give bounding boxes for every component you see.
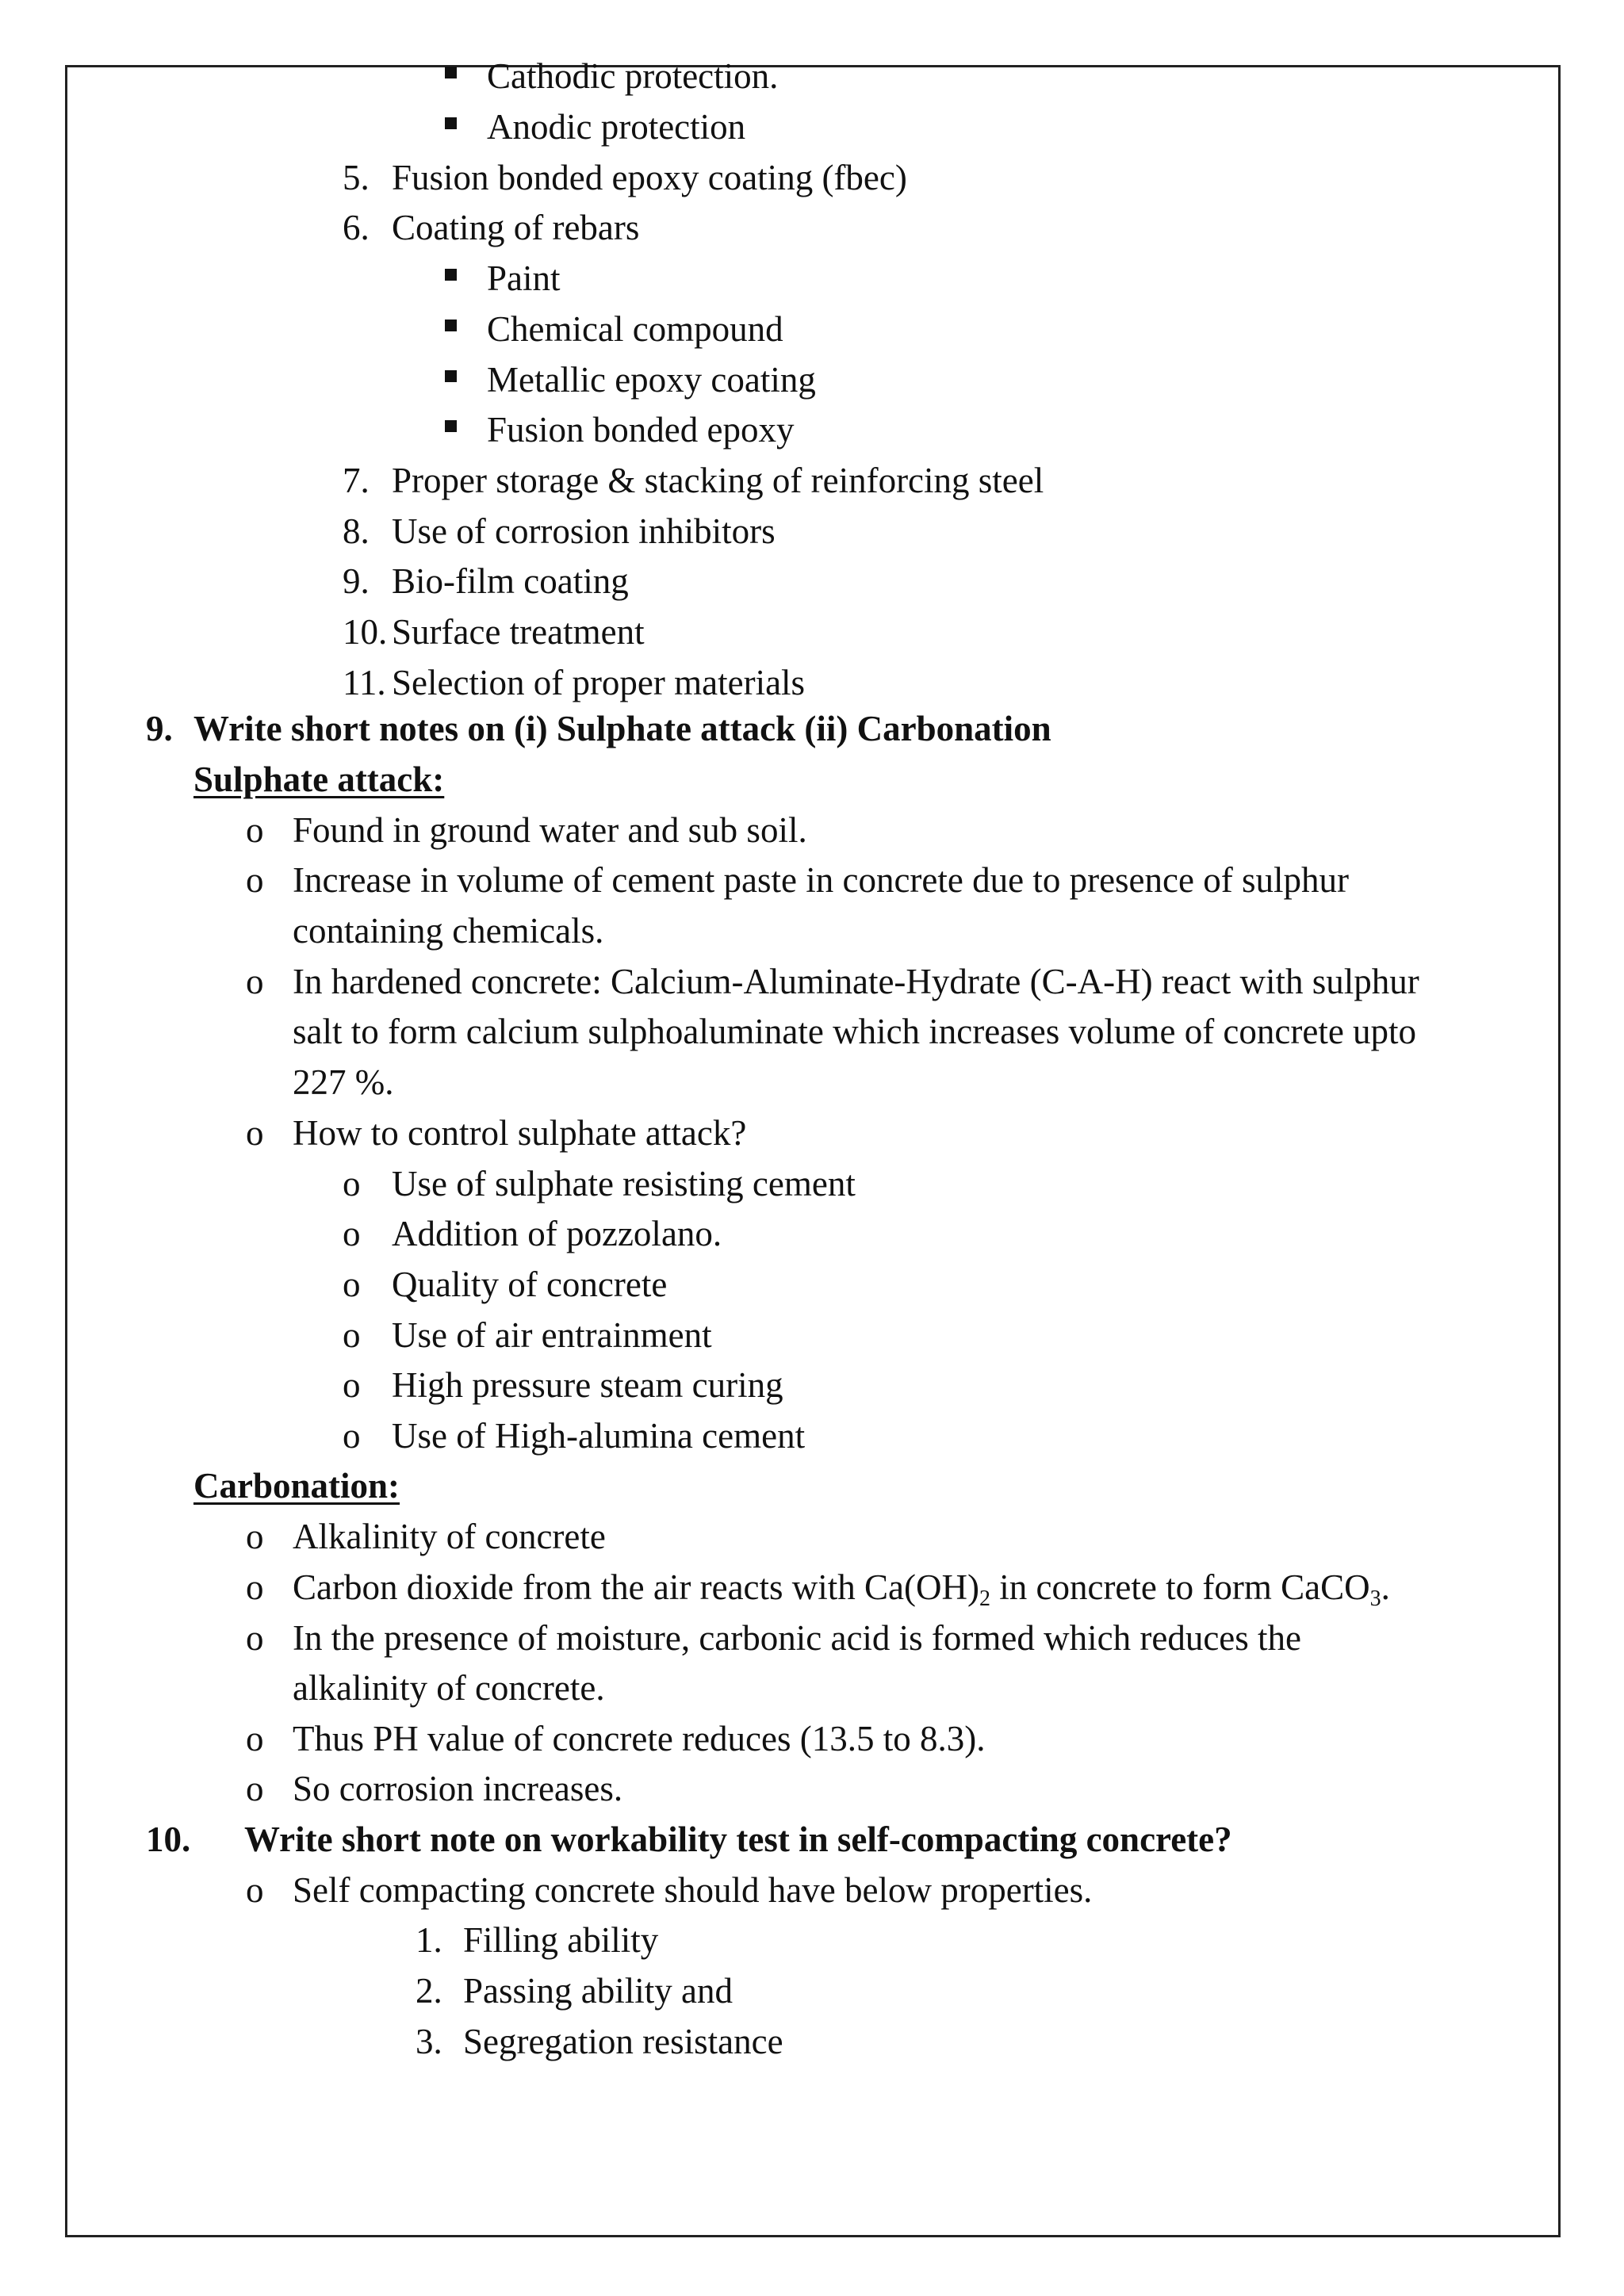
bullet-text: Alkalinity of concrete [293, 1517, 606, 1556]
bullet-o-icon: o [246, 860, 264, 900]
list-item: Cathodic protection. [487, 56, 779, 96]
sub-bullet-text: Use of sulphate resisting cement [392, 1164, 856, 1203]
list-number: 8. [343, 511, 370, 551]
bullet-text: Found in ground water and sub soil. [293, 810, 807, 850]
bullet-o-icon: o [246, 962, 264, 1001]
bullet-text: In hardened concrete: Calcium-Aluminate-Hydrate (C-A-H) react with sulphur [293, 962, 1419, 1001]
list-item: Selection of proper materials [392, 663, 806, 702]
list-item: Coating of rebars [392, 208, 640, 247]
question-number: 10. [146, 1820, 191, 1859]
list-item: Proper storage & stacking of reinforcing steel [392, 461, 1044, 500]
list-number: 5. [343, 158, 370, 197]
list-item: Chemical compound [487, 309, 783, 349]
square-bullet-icon [445, 117, 457, 129]
bullet-text: In the presence of moisture, carbonic acid is formed which reduces the [293, 1618, 1301, 1658]
list-number: 11. [343, 663, 386, 702]
section-heading: Sulphate attack: [193, 760, 445, 799]
list-item: Anodic protection [487, 107, 746, 147]
question-title: Write short notes on (i) Sulphate attack (ii) Carbonation [193, 709, 1051, 748]
bullet-text: So corrosion increases. [293, 1769, 623, 1808]
sub-bullet-text: Use of air entrainment [392, 1315, 712, 1355]
bullet-o-icon: o [343, 1365, 361, 1405]
list-item: Use of corrosion inhibitors [392, 511, 776, 551]
question-title: Write short note on workability test in self-compacting concrete? [244, 1820, 1232, 1859]
list-item: Passing ability and [463, 1971, 733, 2011]
bullet-text: How to control sulphate attack? [293, 1113, 747, 1153]
bullet-text: Thus PH value of concrete reduces (13.5 to 8.3). [293, 1719, 986, 1758]
bullet-text: salt to form calcium sulphoaluminate which increases volume of concrete upto [293, 1012, 1417, 1051]
square-bullet-icon [445, 67, 457, 78]
bullet-o-icon: o [246, 1719, 264, 1758]
bullet-o-icon: o [246, 1618, 264, 1658]
list-number: 3. [416, 2022, 442, 2061]
bullet-o-icon: o [343, 1315, 361, 1355]
bullet-o-icon: o [246, 1870, 264, 1910]
list-number: 9. [343, 561, 370, 601]
sub-bullet-text: Use of High-alumina cement [392, 1416, 806, 1456]
bullet-text: Carbon dioxide from the air reacts with $Ca(OH)_2$ in concrete to form CaCO$_3$. [293, 1567, 1390, 1611]
bullet-o-icon: o [246, 810, 264, 850]
bullet-o-icon: o [343, 1265, 361, 1304]
section-heading: Carbonation: [193, 1466, 400, 1506]
list-item: Paint [487, 258, 561, 298]
list-item: Fusion bonded epoxy coating (fbec) [392, 158, 907, 197]
bullet-o-icon: o [246, 1517, 264, 1556]
bullet-o-icon: o [343, 1416, 361, 1456]
bullet-o-icon: o [343, 1214, 361, 1253]
bullet-text: 227 %. [293, 1062, 394, 1102]
list-item: Metallic epoxy coating [487, 360, 816, 400]
bullet-o-icon: o [246, 1113, 264, 1153]
square-bullet-icon [445, 370, 457, 382]
sub-bullet-text: Quality of concrete [392, 1265, 668, 1304]
bullet-text: containing chemicals. [293, 911, 604, 951]
question-number: 9. [146, 709, 173, 748]
list-number: 7. [343, 461, 370, 500]
list-item: Bio-film coating [392, 561, 629, 601]
square-bullet-icon [445, 420, 457, 432]
list-item: Segregation resistance [463, 2022, 783, 2061]
square-bullet-icon [445, 320, 457, 331]
sub-bullet-text: Addition of pozzolano. [392, 1214, 722, 1253]
bullet-text: alkalinity of concrete. [293, 1668, 605, 1708]
bullet-o-icon: o [246, 1567, 264, 1607]
list-number: 2. [416, 1971, 442, 2011]
list-number: 1. [416, 1920, 442, 1960]
bullet-text: Self compacting concrete should have below properties. [293, 1870, 1093, 1910]
square-bullet-icon [445, 269, 457, 281]
sub-bullet-text: High pressure steam curing [392, 1365, 783, 1405]
list-number: 10. [343, 612, 388, 652]
list-number: 6. [343, 208, 370, 247]
list-item: Surface treatment [392, 612, 645, 652]
list-item: Filling ability [463, 1920, 659, 1960]
bullet-text: Increase in volume of cement paste in concrete due to presence of sulphur [293, 860, 1349, 900]
bullet-o-icon: o [343, 1164, 361, 1203]
bullet-o-icon: o [246, 1769, 264, 1808]
list-item: Fusion bonded epoxy [487, 410, 795, 450]
